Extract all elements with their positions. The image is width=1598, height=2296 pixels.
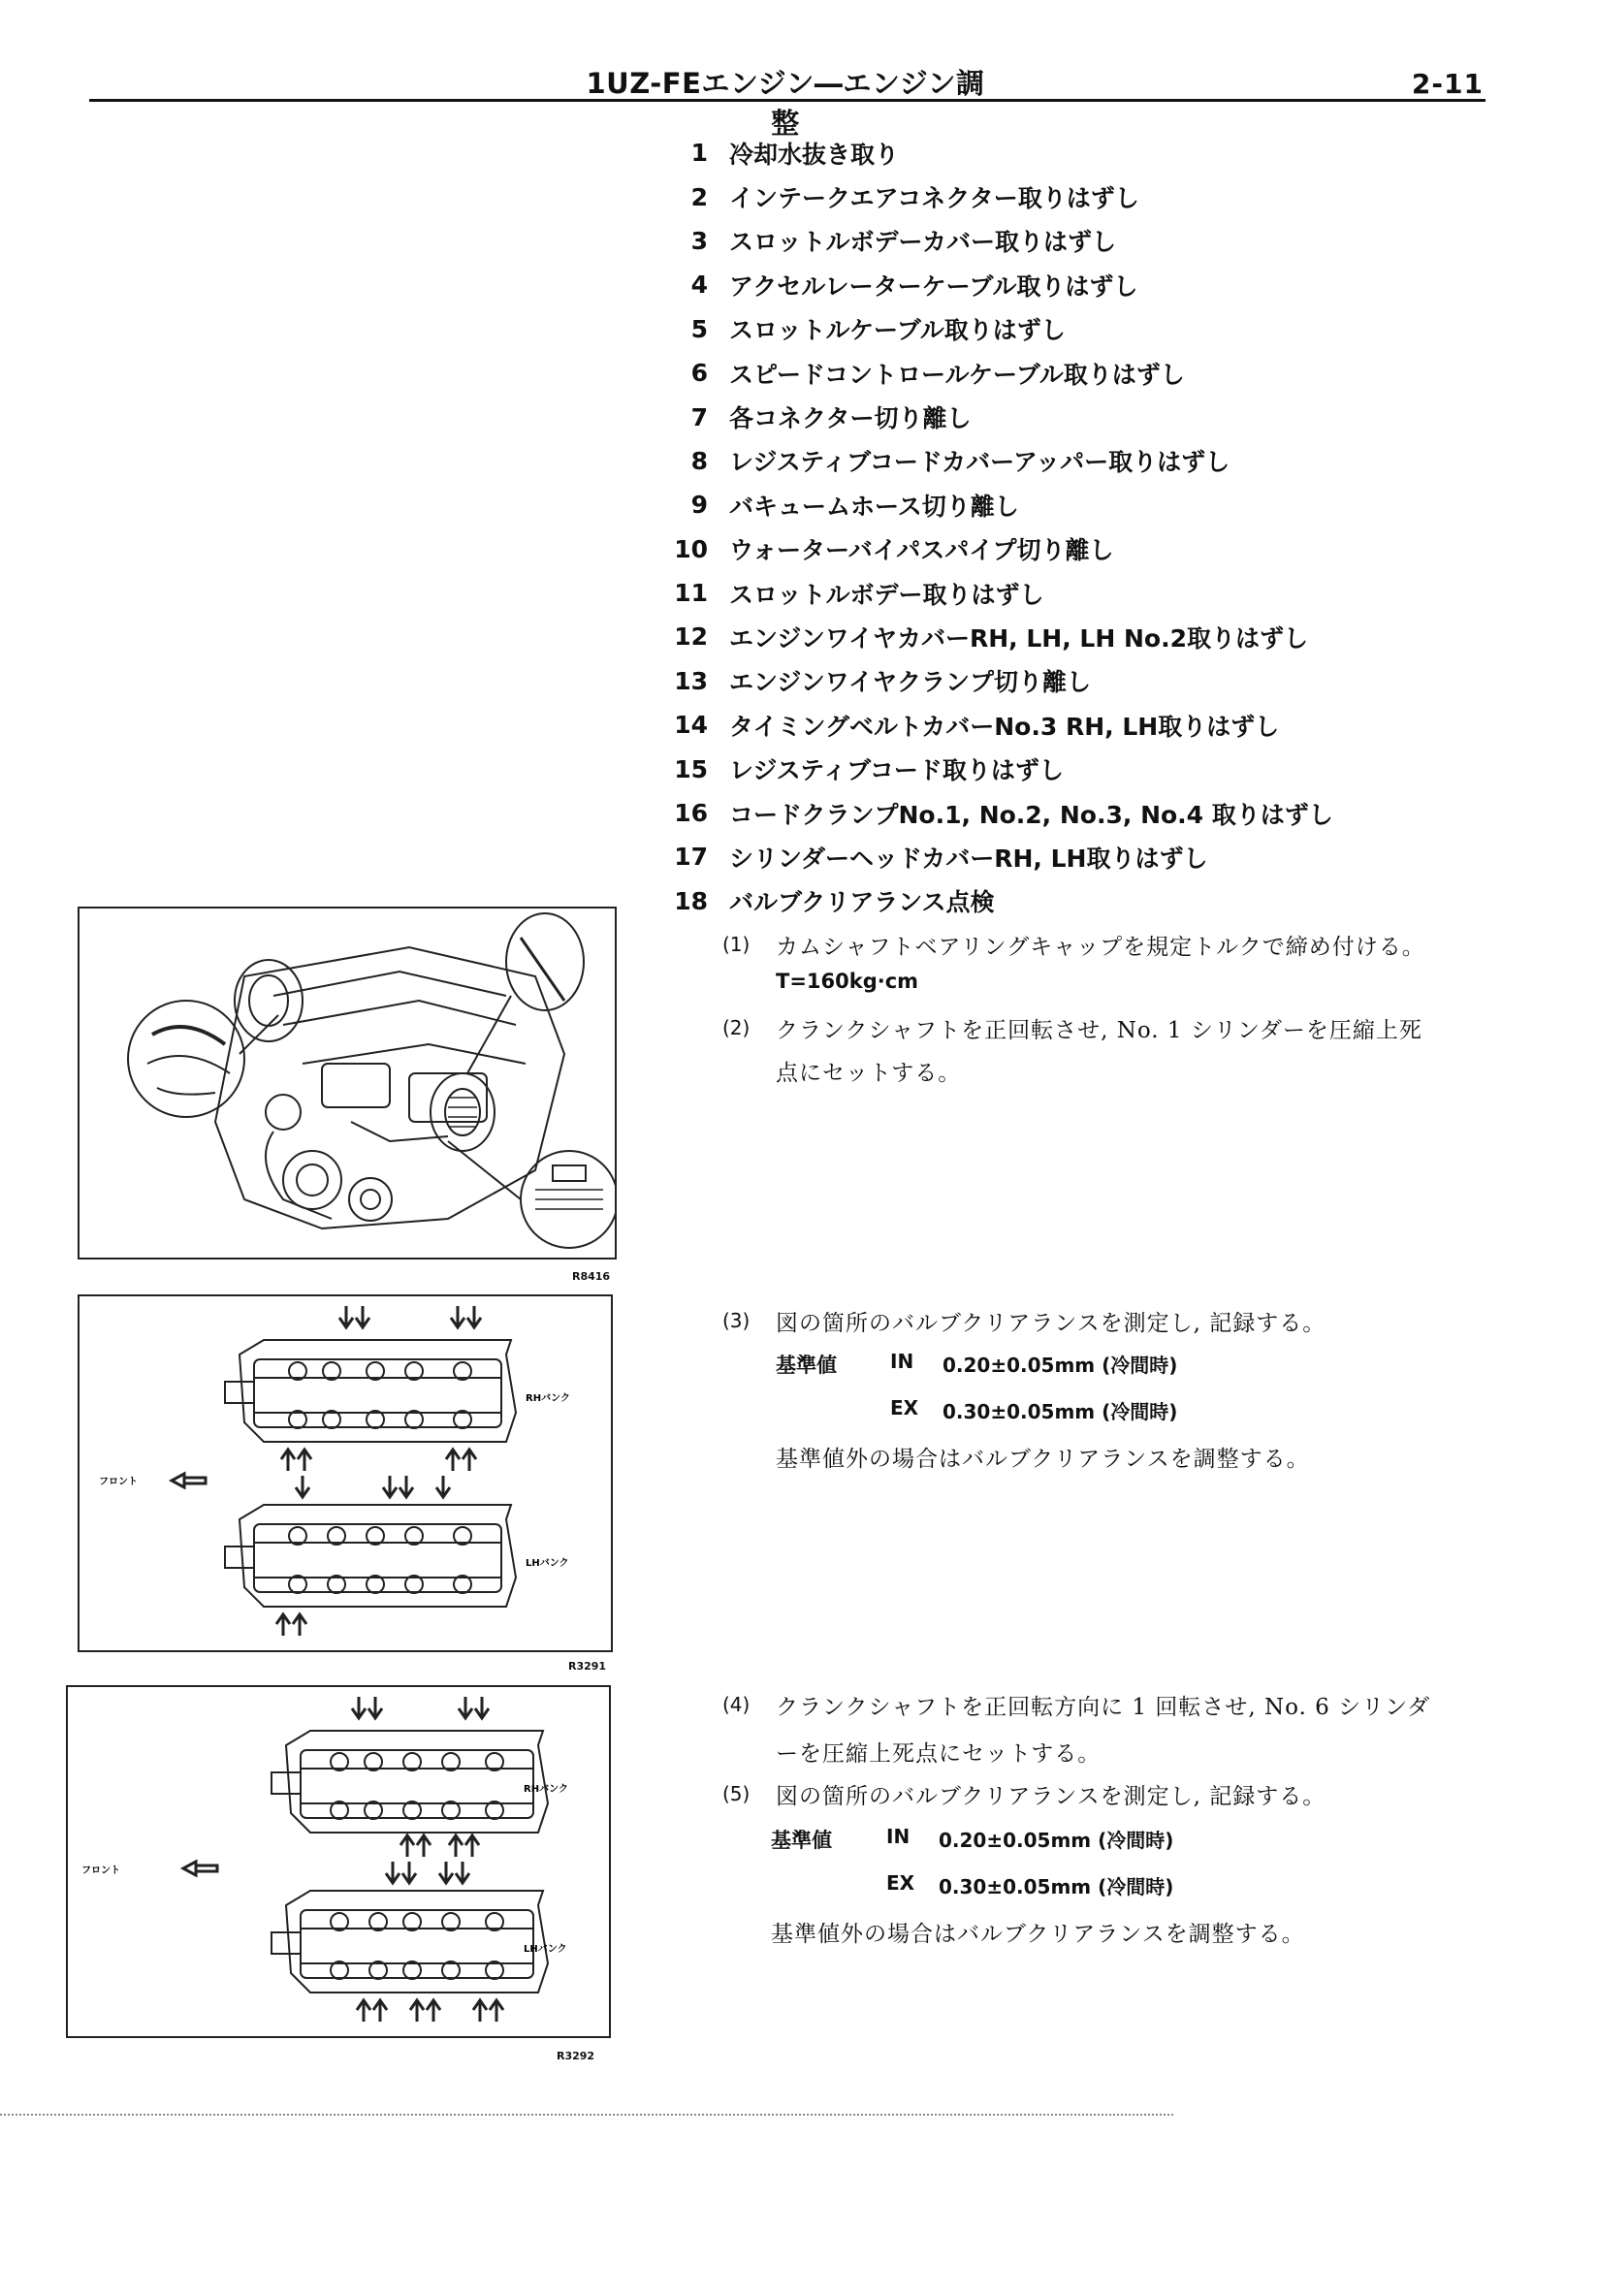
rh-bank-label: RHバンク	[526, 1393, 570, 1404]
cam-bank-diagram-1	[80, 1296, 611, 1650]
substep-3-number: (3)	[722, 1309, 751, 1332]
step-item	[664, 879, 1518, 923]
step-number: 10	[674, 534, 708, 563]
step-text: ウォーターバイパスパイプ切り離し	[729, 536, 1114, 565]
step-number: 16	[674, 799, 708, 828]
figure-code-3: R3292	[557, 2050, 595, 2062]
substep-1-number: (1)	[722, 933, 751, 956]
front-label-2: フロント	[81, 1866, 120, 1876]
ex-value-3: 0.30±0.05mm (冷間時)	[943, 1400, 1178, 1423]
step-item	[664, 307, 1518, 351]
step-text: レジスティブコードカバーアッパー取りはずし	[729, 448, 1230, 477]
step-text: スピードコントロールケーブル取りはずし	[729, 360, 1185, 389]
engine-drawing	[80, 909, 615, 1258]
substep-5-note: 基準値外の場合はバルブクリアランスを調整する。	[771, 1922, 1305, 1947]
step-number: 6	[690, 359, 708, 388]
step-list	[664, 131, 1518, 923]
step-item	[664, 395, 1518, 438]
substep-2-number: (2)	[722, 1016, 751, 1039]
bottom-dotted-rule	[0, 2114, 1173, 2116]
lh-bank-label-2: LHバンク	[524, 1944, 567, 1955]
step-text: エンジンワイヤカバーRH, LH, LH No.2取りはずし	[729, 623, 1308, 653]
engine-illustration-figure	[78, 907, 617, 1260]
ex-label-3: EX	[890, 1396, 919, 1419]
ex-value-5: 0.30±0.05mm (冷間時)	[939, 1875, 1174, 1898]
lh-bank-label: LHバンク	[526, 1558, 569, 1569]
step-number: 2	[690, 182, 708, 211]
step-number: 12	[674, 622, 708, 652]
valve-clearance-figure-1	[78, 1294, 613, 1652]
ex-label-5: EX	[886, 1871, 915, 1895]
substep-2-line2: 点にセットする。	[776, 1061, 962, 1086]
cam-bank-diagram-2	[68, 1687, 609, 2036]
substep-2-line1: クランクシャフトを正回転させ, No. 1 シリンダーを圧縮上死	[776, 1018, 1422, 1043]
substep-4-line1: クランクシャフトを正回転方向に 1 回転させ, No. 6 シリンダ	[776, 1695, 1431, 1720]
step-item	[664, 703, 1518, 747]
step-text: スロットルケーブル取りはずし	[729, 316, 1066, 345]
torque-spec: T=160kg·cm	[776, 970, 919, 993]
spec-label-5: 基準値	[771, 1829, 832, 1852]
substep-4-line2: ーを圧縮上死点にセットする。	[776, 1741, 1102, 1767]
step-number: 7	[690, 402, 708, 431]
valve-clearance-figure-2	[66, 1685, 611, 2038]
step-item	[664, 747, 1518, 790]
step-item	[664, 791, 1518, 835]
step-text: レジスティブコード取りはずし	[729, 756, 1064, 785]
in-label-5: IN	[886, 1825, 911, 1848]
substep-3-text: 図の箇所のバルブクリアランスを測定し, 記録する。	[776, 1311, 1326, 1336]
figure-code-2: R3291	[568, 1660, 607, 1673]
in-value-3: 0.20±0.05mm (冷間時)	[943, 1354, 1178, 1377]
step-text: タイミングベルトカバーNo.3 RH, LH取りはずし	[729, 712, 1280, 741]
step-item	[664, 351, 1518, 395]
step-text: スロットルボデー取りはずし	[729, 580, 1044, 609]
step-text: スロットルボデーカバー取りはずし	[729, 228, 1117, 257]
step-number: 11	[674, 579, 708, 608]
page-number: 2-11	[1411, 68, 1484, 100]
step-text: 各コネクター切り離し	[729, 404, 972, 433]
step-item	[664, 483, 1518, 526]
step-text: 冷却水抜き取り	[729, 140, 900, 169]
page-title: 1UZ-FEエンジン―エンジン調整	[586, 67, 985, 140]
step-text: インテークエアコネクター取りはずし	[729, 184, 1139, 213]
step-item	[664, 835, 1518, 878]
substep-1-text: カムシャフトベアリングキャップを規定トルクで締め付ける。	[776, 935, 1425, 960]
step-item	[664, 659, 1518, 703]
step-text: アクセルレーターケーブル取りはずし	[729, 271, 1138, 301]
step-item	[664, 571, 1518, 615]
step-item	[664, 615, 1518, 658]
step-number: 18	[674, 886, 708, 915]
spec-label-3: 基準値	[776, 1354, 837, 1377]
step-item	[664, 527, 1518, 571]
step-item	[664, 439, 1518, 483]
front-label: フロント	[99, 1477, 138, 1487]
step-item	[664, 175, 1518, 218]
rh-bank-label-2: RHバンク	[524, 1784, 568, 1795]
step-number: 3	[690, 226, 708, 255]
step-number: 4	[690, 271, 708, 300]
step-number: 14	[674, 711, 708, 740]
step-text: コードクランプNo.1, No.2, No.3, No.4 取りはずし	[729, 800, 1333, 829]
header-rule	[89, 99, 1486, 102]
substep-5-text: 図の箇所のバルブクリアランスを測定し, 記録する。	[776, 1784, 1326, 1809]
substep-5-number: (5)	[722, 1782, 751, 1805]
substep-4-number: (4)	[722, 1693, 751, 1716]
step-number: 17	[674, 843, 708, 872]
step-text: バキュームホース切り離し	[729, 492, 1019, 521]
step-text: エンジンワイヤクランプ切り離し	[729, 668, 1092, 697]
step-text: バルブクリアランス点検	[729, 888, 995, 917]
substep-3-note: 基準値外の場合はバルブクリアランスを調整する。	[776, 1447, 1310, 1472]
step-number: 5	[690, 314, 708, 343]
step-number: 15	[674, 754, 708, 783]
step-number: 1	[690, 139, 708, 168]
step-number: 13	[674, 666, 708, 695]
step-text: シリンダーヘッドカバーRH, LH取りはずし	[729, 844, 1208, 873]
step-number: 9	[690, 491, 708, 520]
in-value-5: 0.20±0.05mm (冷間時)	[939, 1829, 1174, 1852]
step-item	[664, 131, 1518, 175]
in-label-3: IN	[890, 1350, 914, 1373]
step-item	[664, 263, 1518, 306]
figure-code-1: R8416	[572, 1270, 611, 1283]
step-number: 8	[690, 446, 708, 475]
step-item	[664, 219, 1518, 263]
